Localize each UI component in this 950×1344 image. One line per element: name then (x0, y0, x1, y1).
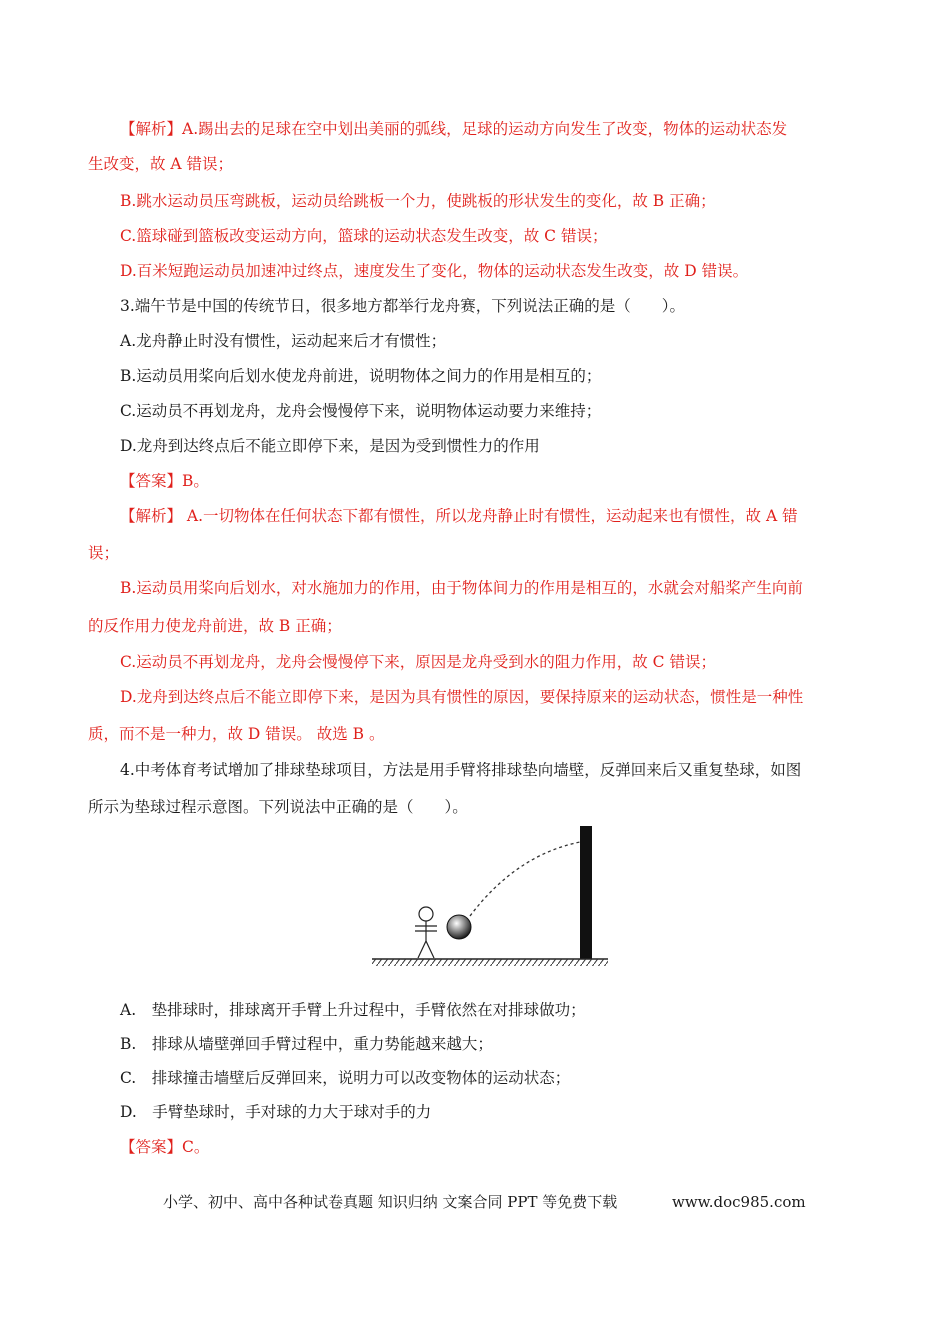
q3-analysis-line-7: 质，而不是一种力，故 D 错误。 故选 B 。 (88, 725, 385, 743)
q3-answer: 【答案】B。 (120, 472, 209, 490)
volleyball (447, 915, 471, 939)
q2-analysis-line-1: 【解析】A.踢出去的足球在空中划出美丽的弧线，足球的运动方向发生了改变，物体的运动状态发 (120, 120, 788, 138)
q4-option-d: D. 手臂垫球时，手对球的力大于球对手的力 (120, 1103, 432, 1121)
q4-stem-line-1: 4.中考体育考试增加了排球垫球项目，方法是用手臂将排球垫向墙壁，反弹回来后又重复垫球，如图 (120, 761, 802, 779)
q3-stem: 3.端午节是中国的传统节日，很多地方都举行龙舟赛，下列说法正确的是（ ）。 (120, 297, 686, 315)
q3-option-a: A.龙舟静止时没有惯性，运动起来后才有惯性； (120, 332, 447, 350)
q3-analysis-line-6: D.龙舟到达终点后不能立即停下来，是因为具有惯性的原因，要保持原来的运动状态，惯性是一种性 (120, 688, 804, 706)
q3-analysis-line-4: 的反作用力使龙舟前进，故 B 正确； (88, 617, 342, 635)
q2-analysis-line-5: D.百米短跑运动员加速冲过终点，速度发生了变化，物体的运动状态发生改变，故 D 错误。 (120, 262, 749, 280)
q3-analysis-line-3: B.运动员用桨向后划水，对水施加力的作用，由于物体间力的作用是相互的，水就会对船桨产生向前 (120, 579, 803, 597)
q3-analysis-line-5: C.运动员不再划龙舟，龙舟会慢慢停下来，原因是龙舟受到水的阻力作用，故 C 错误； (120, 653, 716, 671)
q3-option-c: C.运动员不再划龙舟，龙舟会慢慢停下来，说明物体运动要力来维持； (120, 402, 602, 420)
footer-url[interactable]: www.doc985.com (672, 1193, 806, 1211)
q4-option-b: B. 排球从墙壁弹回手臂过程中，重力势能越来越大； (120, 1035, 493, 1053)
q3-option-b: B.运动员用桨向后划水使龙舟前进，说明物体之间力的作用是相互的； (120, 367, 602, 385)
q3-option-d: D.龙舟到达终点后不能立即停下来，是因为受到惯性力的作用 (120, 437, 540, 455)
ground-hatch (372, 959, 608, 966)
q3-analysis-line-1: 【解析】 A.一切物体在任何状态下都有惯性，所以龙舟静止时有惯性，运动起来也有惯性，故 A 错 (120, 507, 798, 525)
q4-option-a: A. 垫排球时，排球离开手臂上升过程中，手臂依然在对排球做功； (120, 1001, 586, 1019)
volleyball-diagram (366, 820, 616, 970)
q2-analysis-line-4: C.篮球碰到篮板改变运动方向，篮球的运动状态发生改变，故 C 错误； (120, 227, 608, 245)
wall (580, 826, 592, 959)
q3-analysis-line-2: 误； (88, 544, 120, 562)
q2-analysis-line-2: 生改变，故 A 错误； (88, 155, 234, 173)
q4-option-c: C. 排球撞击墙壁后反弹回来，说明力可以改变物体的运动状态； (120, 1069, 571, 1087)
q4-answer: 【答案】C。 (120, 1138, 210, 1156)
q4-stem-line-2: 所示为垫球过程示意图。下列说法中正确的是（ ）。 (88, 798, 468, 816)
player-figure (415, 907, 437, 958)
q2-analysis-line-3: B.跳水运动员压弯跳板，运动员给跳板一个力，使跳板的形状发生的变化，故 B 正确； (120, 192, 716, 210)
ball-trajectory (470, 842, 580, 916)
footer-text: 小学、初中、高中各种试卷真题 知识归纳 文案合同 PPT 等免费下载 (163, 1193, 618, 1211)
